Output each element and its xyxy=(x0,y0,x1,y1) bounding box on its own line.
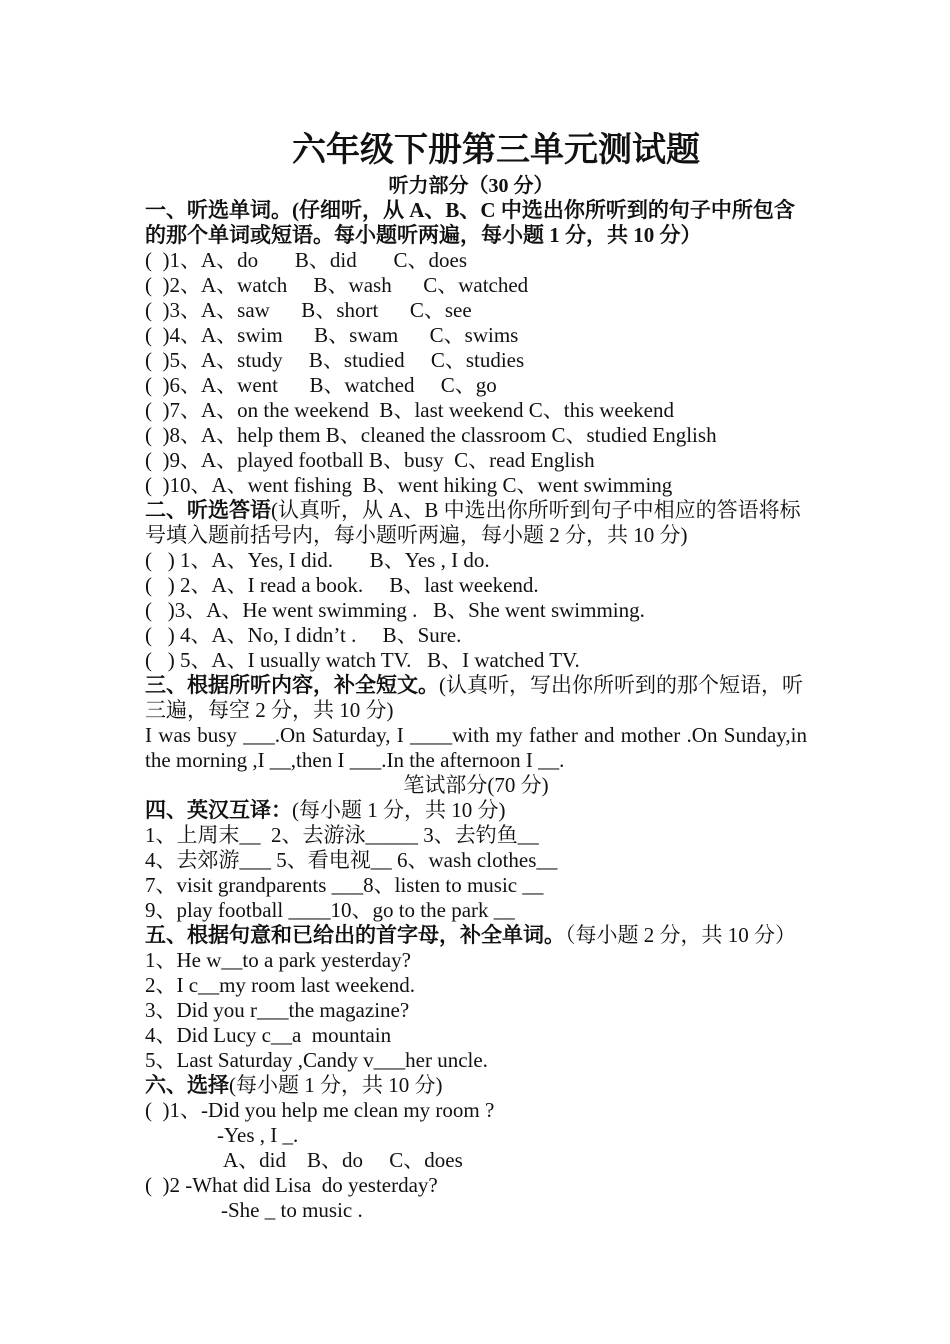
section3-heading-title: 三、根据所听内容，补全短文。 xyxy=(145,673,439,697)
list-item: ( )6、A、went B、watched C、go xyxy=(145,373,497,397)
list-item: ( ) 5、A、I usually watch TV. B、I watched TV. xyxy=(145,648,580,672)
list-item: 5、Last Saturday ,Candy v___her uncle. xyxy=(145,1048,488,1072)
question-1: ( )1、-Did you help me clean my room ? xyxy=(145,1098,495,1122)
question-1-answer: -Yes , I _. xyxy=(217,1123,299,1147)
list-item: ( )9、A、played football B、busy C、read English xyxy=(145,448,595,472)
list-item: 4、去郊游___ 5、看电视__ 6、wash clothes__ xyxy=(145,848,558,872)
list-item: ( )2、A、watch B、wash C、watched xyxy=(145,273,529,297)
listening-part-heading: 听力部分（30 分） xyxy=(388,175,554,197)
list-item: 7、visit grandparents ___8、listen to music __ xyxy=(145,873,544,897)
list-item: ( )8、A、help them B、cleaned the classroom C、studied English xyxy=(145,423,717,447)
section5-heading-title: 五、根据句意和已给出的首字母，补全单词。 xyxy=(145,923,565,947)
list-item: 4、Did Lucy c__a mountain xyxy=(145,1023,392,1047)
section6-heading xyxy=(145,1073,807,1098)
section2-heading-note: (认真听，从 A、B 中选出你所听到句子中相应的答语将标号填入题前括号内，每小题听两遍，每小题 2 分，共 10 分) xyxy=(145,498,801,547)
section1-heading: 一、听选单词。(仔细听，从 A、B、C 中选出你所听到的句子中所包含的那个单词或短语。每小题听两遍，每小题 1 分，共 10 分） xyxy=(145,198,795,247)
list-item: 1、上周末__ 2、去游泳_____ 3、去钓鱼__ xyxy=(145,823,539,847)
written-part-heading: 笔试部分(70 分) xyxy=(403,773,549,797)
section5-heading xyxy=(145,923,807,948)
list-item: ( ) 4、A、No, I didn’t . B、Sure. xyxy=(145,623,462,647)
section2-list xyxy=(145,548,807,673)
section3-passage: I was busy ___.On Saturday, I ____with my father and mother .On Sunday,in the morning ,I __,then I ___.In the afternoon I __. xyxy=(145,723,807,772)
question-1-options: A、did B、do C、does xyxy=(223,1148,463,1172)
section4-list xyxy=(145,823,807,923)
exam-page xyxy=(145,128,807,1223)
page-title: 六年级下册第三单元测试题 xyxy=(292,132,700,169)
section4-heading-note: (每小题 1 分，共 10 分) xyxy=(292,798,506,822)
section4-heading xyxy=(145,798,807,823)
section6-heading-title: 六、选择 xyxy=(145,1073,229,1097)
list-item: ( )5、A、study B、studied C、studies xyxy=(145,348,525,372)
question-2-answer: -She _ to music . xyxy=(221,1198,363,1222)
list-item: ( ) 1、A、Yes, I did. B、Yes , I do. xyxy=(145,548,490,572)
list-item: ( )7、A、on the weekend B、last weekend C、this weekend xyxy=(145,398,674,422)
list-item: 2、I c__my room last weekend. xyxy=(145,973,416,997)
list-item: ( )3、A、saw B、short C、see xyxy=(145,298,472,322)
list-item: ( ) 2、A、I read a book. B、last weekend. xyxy=(145,573,539,597)
list-item: ( )3、A、He went swimming . B、She went swimming. xyxy=(145,598,645,622)
section5-heading-note: （每小题 2 分，共 10 分） xyxy=(565,923,796,947)
list-item: 9、play football ____10、go to the park __ xyxy=(145,898,515,922)
list-item: ( )4、A、swim B、swam C、swims xyxy=(145,323,519,347)
section1-list xyxy=(145,248,807,498)
section3-heading-note: (认真听，写出你所听到的那个短语，听三遍，每空 2 分，共 10 分) xyxy=(145,673,803,722)
section2-heading-title: 二、听选答语 xyxy=(145,498,271,522)
section3-heading xyxy=(145,673,807,723)
list-item: 3、Did you r___the magazine? xyxy=(145,998,410,1022)
list-item: ( )1、A、do B、did C、does xyxy=(145,248,467,272)
list-item: 1、He w__to a park yesterday? xyxy=(145,948,411,972)
section6-heading-note: (每小题 1 分，共 10 分) xyxy=(229,1073,443,1097)
section5-list xyxy=(145,948,807,1073)
list-item: ( )10、A、went fishing B、went hiking C、went swimming xyxy=(145,473,673,497)
question-2: ( )2 -What did Lisa do yesterday? xyxy=(145,1173,438,1197)
section2-heading xyxy=(145,498,807,548)
section4-heading-title: 四、英汉互译： xyxy=(145,798,292,822)
